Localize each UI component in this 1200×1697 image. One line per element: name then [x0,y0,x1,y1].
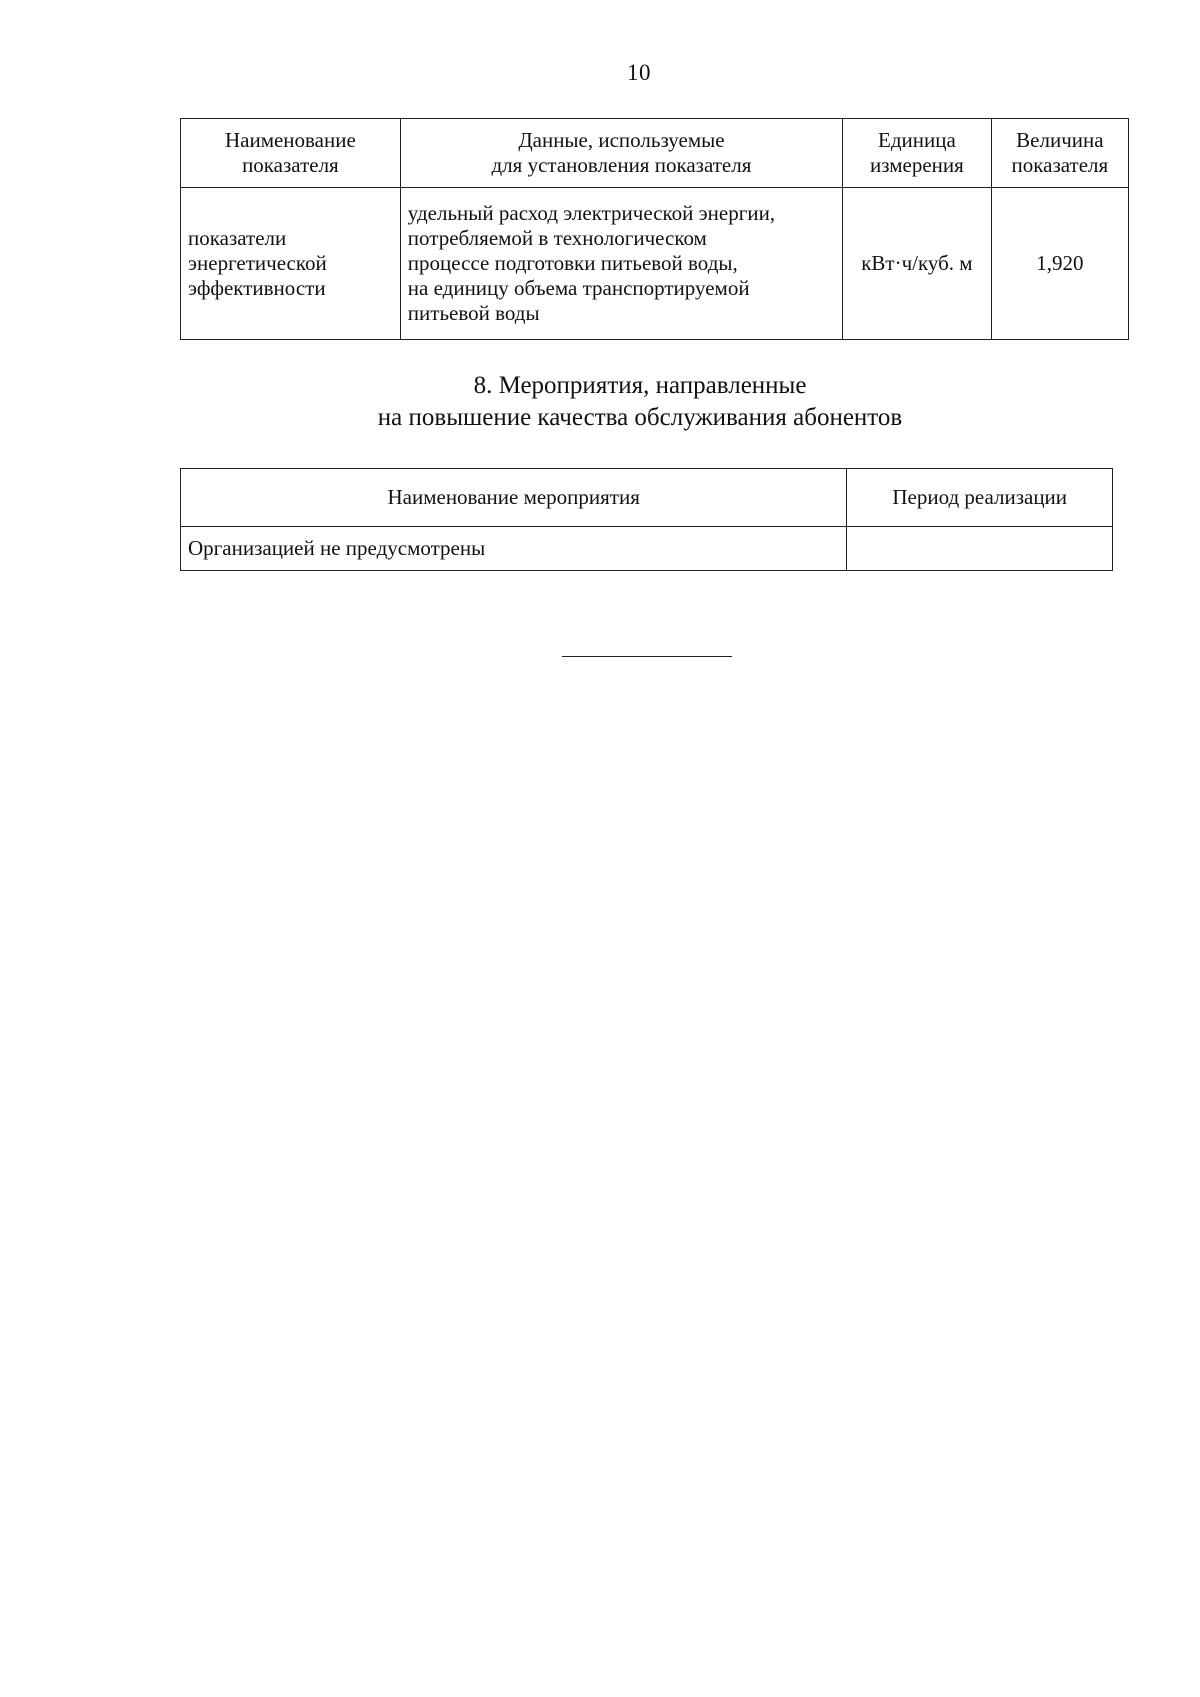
measures-table [180,468,1113,571]
measure-name-cell: Организацией не предусмотрены [181,527,847,571]
table-row [181,188,1129,340]
header-measure-period: Период реализации [847,469,1113,527]
section-heading-line-1: 8. Мероприятия, направленные [473,372,807,399]
indicator-value-cell: 1,920 [991,188,1128,340]
table-row [181,527,1113,571]
measure-period-cell [847,527,1113,571]
header-value: Величина показателя [991,119,1128,188]
indicators-table [180,118,1129,340]
indicator-data-cell: удельный расход электрической энергии, потребляемой в технологическом процессе подготовки питьевой воды, на единицу объема транспортируемой питьевой воды [400,188,842,340]
section-heading-line-2: на повышение качества обслуживания абонентов [377,404,903,431]
indicator-unit-cell: кВт·ч/куб. м [843,188,992,340]
header-indicator-data: Данные, используемые для установления показателя [400,119,842,188]
indicator-name-cell: показатели энергетической эффективности [181,188,401,340]
header-indicator-name: Наименование показателя [181,119,401,188]
header-measure-name: Наименование мероприятия [181,469,847,527]
header-unit: Единица измерения [843,119,992,188]
indicators-header-row [181,119,1129,188]
section-heading [240,370,1040,434]
page-number: 10 [627,60,651,85]
measures-header-row [181,469,1113,527]
end-divider [562,656,732,657]
